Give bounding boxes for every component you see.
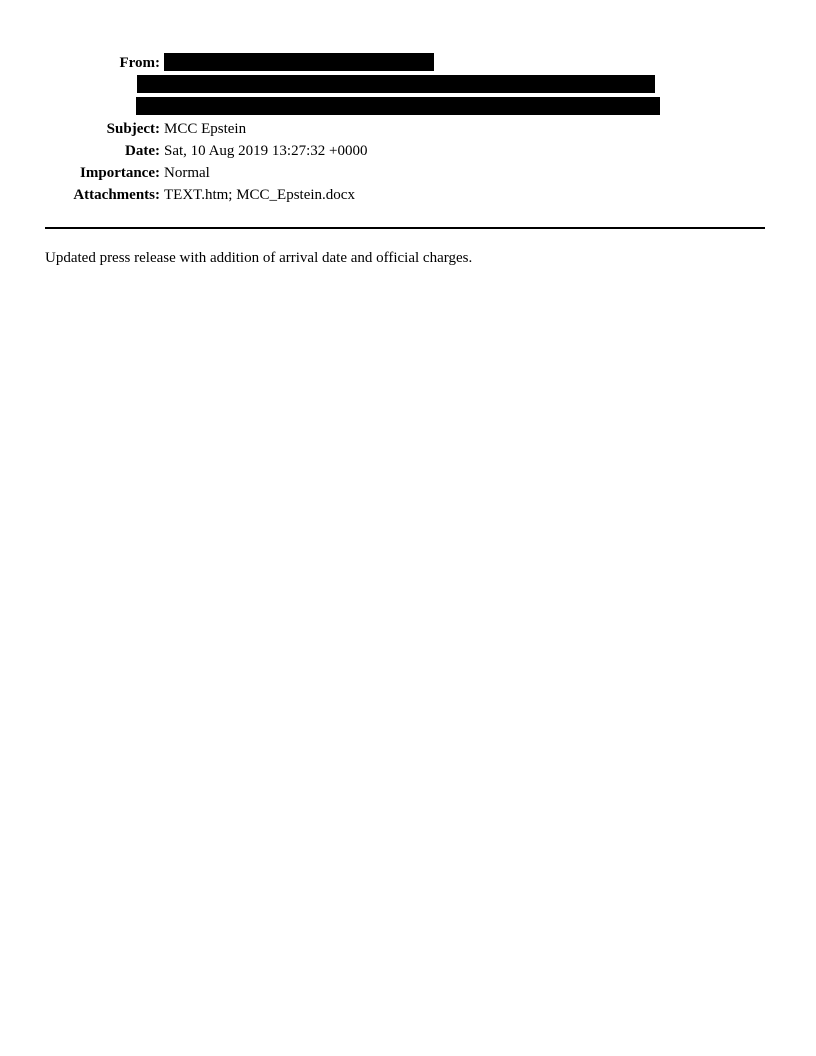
date-label: Date: xyxy=(125,143,160,159)
email-header xyxy=(0,0,816,230)
redaction-block xyxy=(164,53,434,71)
importance-label: Importance: xyxy=(80,165,160,181)
subject-value: MCC Epstein xyxy=(164,121,247,137)
subject-label: Subject: xyxy=(106,121,160,137)
from-label: From: xyxy=(119,55,160,71)
attachments-value: TEXT.htm; MCC_Epstein.docx xyxy=(164,187,355,203)
date-value: Sat, 10 Aug 2019 13:27:32 +0000 xyxy=(164,143,368,159)
attachments-label: Attachments: xyxy=(73,187,160,203)
redaction-block xyxy=(137,75,655,93)
redaction-block xyxy=(136,97,660,115)
header-divider xyxy=(45,227,765,229)
importance-value: Normal xyxy=(164,165,210,181)
email-body-text: Updated press release with addition of arrival date and official charges. xyxy=(45,250,473,266)
